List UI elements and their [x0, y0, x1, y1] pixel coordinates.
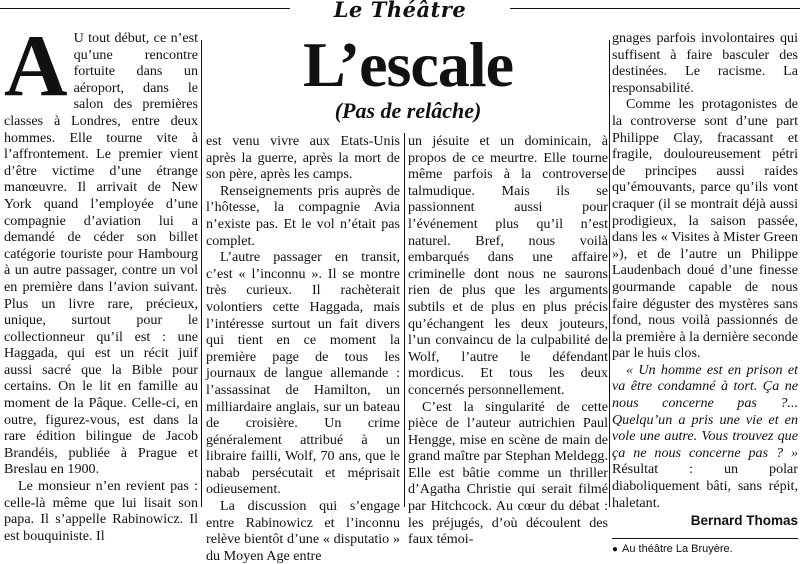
- article-subtitle: (Pas de relâche): [334, 98, 482, 123]
- article-headline: L’escale: [302, 29, 514, 100]
- column-4: [612, 30, 798, 555]
- column-divider: [201, 40, 202, 507]
- drop-cap: A: [4, 18, 68, 115]
- paragraph: un jésuite et un dominicain, à propos de ce meurtre. Elle tourne même parfois à la controverse talmudique. Mais ils se passionnent aussi pour l’événement plus qu’il n’est naturel. Bref, nous voilà embarqués dans une affaire criminelle dont nous ne saurons rien de plus que les arguments subtils et de plus en plus précis qu’échangent les deux jouteurs, l’un convaincu de la culpabilité de Wolf, l’autre le défendant mordicus. Et tous les deux concernés personnellement.: [408, 133, 608, 398]
- paragraph: Renseignements pris auprès de l’hôtesse, la compagnie Avia n’existe pas. Et le vol n’était pas complet.: [206, 182, 400, 249]
- column-3: [408, 133, 608, 548]
- paragraph: gnages parfois involontaires qui suffisent à faire basculer des destinées. Le racisme. La responsabilité.: [612, 30, 798, 96]
- column-2: [206, 133, 400, 564]
- paragraph: [612, 362, 798, 511]
- paragraph: Comme les protagonistes de la controverse sont d’une part Philippe Clay, fracassant et fragile, douloureusement pétri de principes aussi raides qu’émouvants, parce qu’ils vont craquer (il se montrait déjà aussi prodigieux, la saison passée, dans les « Visites à Mister Green »), et de l’autre un Philippe Laudenbach doué d’une finesse gourmande capable de nous faire déguster des mystères sans fond, nous voilà passionnés de la première à la dernière seconde par le huis clos.: [612, 96, 798, 362]
- paragraph: L’autre passager en transit, c’est « l’inconnu ». Il se montre très curieux. Il rachèterait volontiers cette Haggada, mais l’intéresse surtout un fait divers qui tient en ce moment la première page de tous les journaux de langue allemande : l’assassinat de Hamilton, un milliardaire anglais, sur un bateau de croisière. Un crime généralement attribué à un libraire failli, Wolf, 70 ans, que le nabab persécutait et méprisait odieusement.: [206, 249, 400, 498]
- section-title: Le Théâtre: [290, 0, 510, 22]
- footer-rule: [612, 538, 798, 539]
- paragraph: A U tout début, ce n’est qu’une rencontre fortuite dans un aéroport, dans le salon des premières classes à Londres, entre deux hommes. Elle tourne vite à l’affrontement. Le premier vient d’être victime d’une étrange manœuvre. Il arrivait de New York quand l’employée d’une compagnie d’aviation lui a demandé de céder son billet catégorie touriste pour Hambourg à un autre passager, contre un vol en première dans l’avion suivant. Plus un livre rare, précieux, unique, surtout pour le collectionneur qu’il est : une Haggada, qui est un récit juif aussi sacré que la Bible pour certains. On le lit en famille au moment de la Pâque. Celle-ci, en outre, figurez-vous, est dans la rare édition bilingue de Jacob Brandéis, publiée à Prague et Breslau en 1900.: [4, 18, 198, 478]
- conclusion: Résultat : un polar diaboliquement bâti, sans répit, haletant.: [612, 461, 798, 511]
- author-signature: Bernard Thomas: [690, 513, 798, 529]
- paragraph: Le monsieur n’en revient pas : celle-là même que lui lisait son papa. Il s’appelle Rabinowicz. Il est bouquiniste. Il: [4, 478, 198, 544]
- paragraph: C’est la singularité de cette pièce de l’auteur autrichien Paul Hengge, mise en scène de main de grand maître par Stephan Meldegg. Elle est bâtie comme un thriller d’Agatha Christie qui serait filmé par Hitchcock. Au cœur du débat : les préjugés, d’où découlent des faux témoi-: [408, 398, 608, 548]
- column-divider: [404, 133, 405, 507]
- column-divider: [609, 40, 610, 507]
- paragraph: La discussion qui s’engage entre Rabinowicz et l’inconnu relève bientôt d’une « disputatio » du Moyen Age entre: [206, 498, 400, 564]
- column-1: [4, 18, 198, 544]
- paragraph: est venu vivre aux Etats-Unis après la guerre, après la mort de son père, après les camps.: [206, 133, 400, 183]
- bullet-icon: ●: [612, 543, 619, 555]
- quote: « Un homme est en prison et va être condamné à tort. Ça ne nous concerne pas ?... Quelqu’un a pris une vie et en vole une autre. Vous trouvez que ça ne nous concerne pas ? »: [612, 361, 798, 461]
- venue-note: ● Au théâtre La Bruyère.: [612, 542, 733, 555]
